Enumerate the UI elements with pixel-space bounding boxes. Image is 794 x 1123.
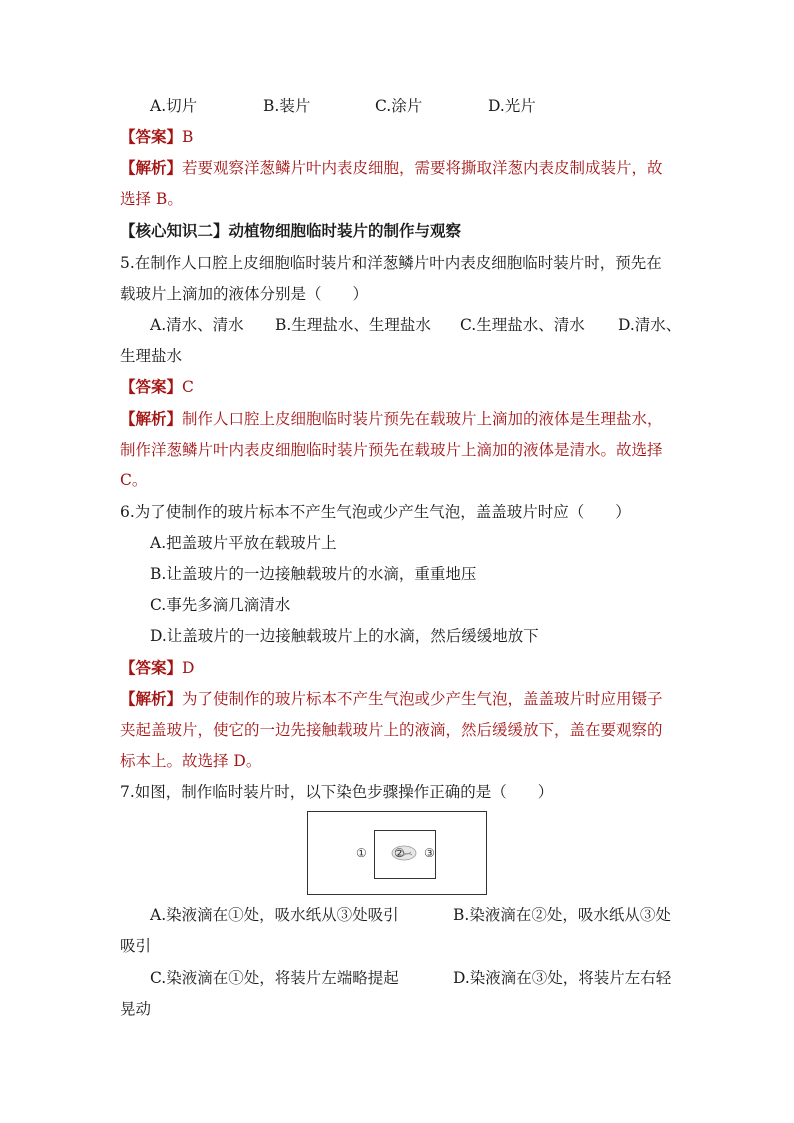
q5-option-a: A.清水、清水 — [150, 316, 244, 334]
q6-analysis-line1 — [120, 688, 663, 710]
q7-option-b: B.染液滴在②处，吸水纸从③处 — [453, 906, 671, 924]
q4-analysis-line2: 选择 B。 — [120, 190, 183, 208]
slide-diagram — [307, 811, 487, 895]
q5-stem-line1: 5.在制作人口腔上皮细胞临时装片和洋葱鳞片叶内表皮细胞临时装片时，预先在 — [120, 254, 662, 272]
q5-analysis-line2: 制作洋葱鳞片叶内表皮细胞临时装片预先在载玻片上滴加的液体是清水。故选择 — [120, 441, 663, 459]
q5-option-d: D.清水、 — [618, 316, 682, 334]
q4-option-d: D.光片 — [488, 97, 536, 115]
q6-option-d: D.让盖玻片的一边接触载玻片上的水滴，然后缓缓地放下 — [150, 627, 539, 645]
answer-label: 【答案】 — [120, 377, 183, 396]
figure-label-1: ① — [356, 846, 367, 860]
q5-option-c: C.生理盐水、清水 — [460, 316, 585, 334]
answer-value: B — [182, 128, 194, 146]
q7-option-b-cont: 吸引 — [120, 937, 152, 955]
q4-option-b: B.装片 — [263, 97, 311, 115]
q6-answer — [120, 657, 194, 679]
q6-analysis-line3: 标本上。故选择 D。 — [120, 752, 262, 770]
q4-analysis-line1 — [120, 157, 663, 179]
q7-option-d-cont: 晃动 — [120, 1000, 152, 1018]
q7-stem: 7.如图，制作临时装片时，以下染色步骤操作正确的是（ ） — [120, 783, 554, 801]
analysis-label: 【解析】 — [120, 158, 183, 177]
q5-answer — [120, 376, 194, 398]
q6-option-c: C.事先多滴几滴清水 — [150, 596, 291, 614]
answer-value: D — [182, 659, 195, 677]
section-header: 【核心知识二】动植物细胞临时装片的制作与观察 — [120, 221, 462, 240]
figure-label-3: ③ — [424, 846, 435, 860]
q5-option-b: B.生理盐水、生理盐水 — [275, 316, 431, 334]
q6-analysis-line2: 夹起盖玻片，使它的一边先接触载玻片上的液滴，然后缓缓放下，盖在要观察的 — [120, 721, 663, 739]
q7-option-a: A.染液滴在①处，吸水纸从③处吸引 — [150, 906, 399, 924]
q6-option-b: B.让盖玻片的一边接触载玻片的水滴，重重地压 — [150, 565, 477, 583]
figure-label-2: ② — [394, 846, 405, 860]
analysis-label: 【解析】 — [120, 409, 183, 428]
q5-analysis-line1 — [120, 408, 663, 430]
q7-option-d: D.染液滴在③处，将装片左右轻 — [453, 969, 672, 987]
q4-option-a: A.切片 — [150, 97, 198, 115]
q7-option-c: C.染液滴在①处，将装片左端略提起 — [150, 969, 399, 987]
q5-option-d-cont: 生理盐水 — [120, 347, 183, 365]
analysis-text: 为了使制作的玻片标本不产生气泡或少产生气泡，盖盖玻片时应用镊子 — [182, 690, 663, 708]
analysis-label: 【解析】 — [120, 689, 183, 708]
answer-label: 【答案】 — [120, 127, 183, 146]
q4-answer — [120, 126, 193, 148]
q6-option-a: A.把盖玻片平放在载玻片上 — [150, 534, 337, 552]
q5-stem-line2: 载玻片上滴加的液体分别是（ ） — [120, 285, 369, 303]
analysis-text: 制作人口腔上皮细胞临时装片预先在载玻片上滴加的液体是生理盐水， — [182, 410, 663, 428]
q6-stem: 6.为了使制作的玻片标本不产生气泡或少产生气泡，盖盖玻片时应（ ） — [120, 503, 631, 521]
q5-analysis-line3: C。 — [120, 471, 148, 489]
q4-option-c: C.涂片 — [375, 97, 423, 115]
answer-value: C — [182, 378, 194, 396]
analysis-text: 若要观察洋葱鳞片叶内表皮细胞，需要将撕取洋葱内表皮制成装片，故 — [182, 159, 663, 177]
answer-label: 【答案】 — [120, 658, 183, 677]
